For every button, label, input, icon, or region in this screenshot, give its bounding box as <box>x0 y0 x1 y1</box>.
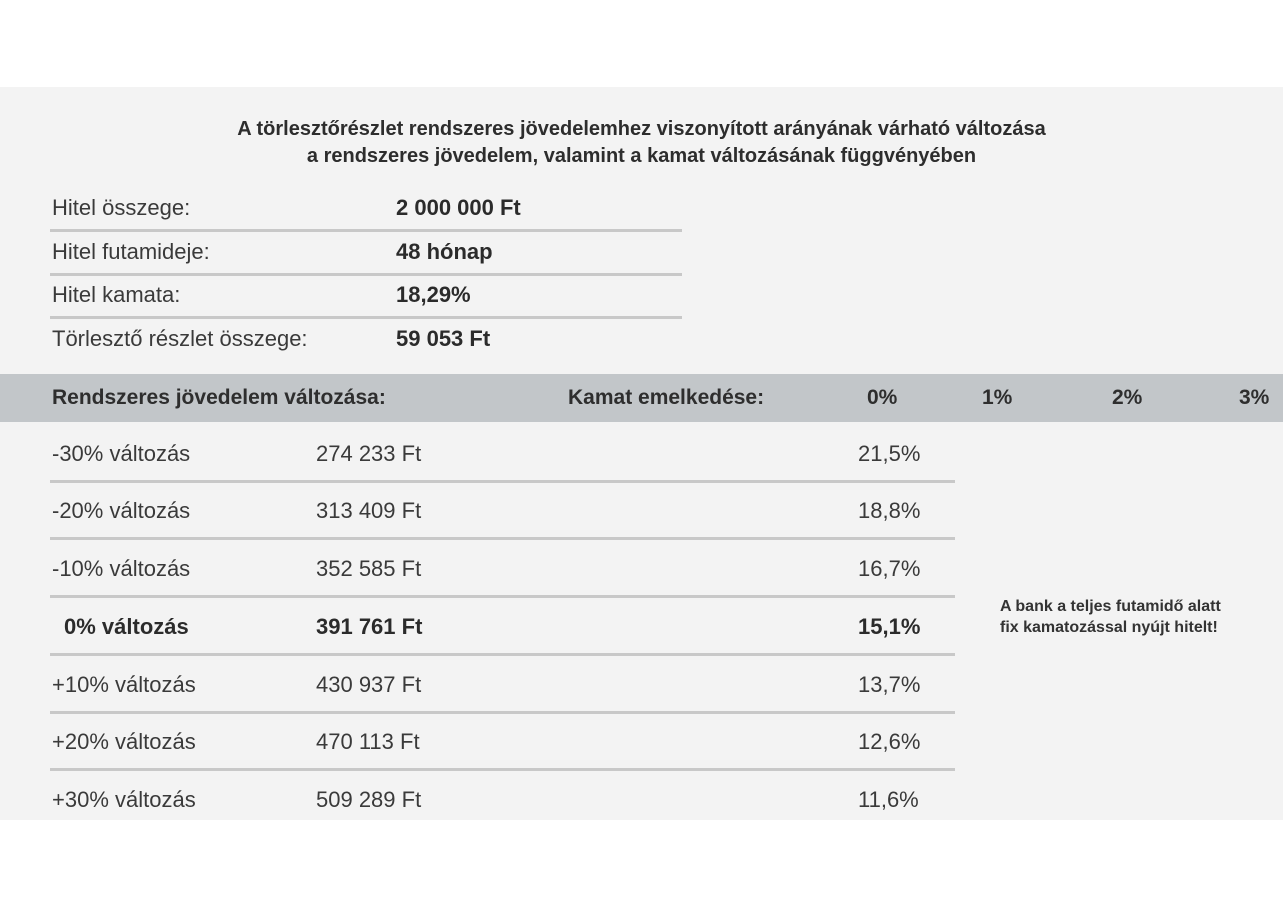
ratio-cell: 18,8% <box>858 498 921 523</box>
note-line-1: A bank a teljes futamidő alatt <box>1000 598 1221 615</box>
header-rate-0: 0% <box>867 386 898 409</box>
income-cell: 391 761 Ft <box>316 614 423 639</box>
header-rate-3: 3% <box>1239 386 1270 409</box>
income-change-cell: +30% változás <box>52 787 196 812</box>
header-income-change: Rendszeres jövedelem változása: <box>52 386 386 409</box>
income-cell: 470 113 Ft <box>316 729 420 754</box>
table-row <box>50 426 955 483</box>
info-label: Hitel futamideje: <box>52 239 210 264</box>
header-rate-1: 1% <box>982 386 1013 409</box>
info-label: Hitel kamata: <box>52 282 181 307</box>
note-line-2: fix kamatozással nyújt hitelt! <box>1000 619 1218 636</box>
ratio-cell: 15,1% <box>858 614 921 639</box>
income-cell: 274 233 Ft <box>316 441 422 466</box>
info-row-rate <box>50 275 682 319</box>
title-line-2: a rendszeres jövedelem, valamint a kamat változásának függvényében <box>306 145 977 167</box>
table-row <box>50 772 955 829</box>
income-change-cell: 0% változás <box>64 614 189 639</box>
income-change-cell: +10% változás <box>52 672 196 697</box>
ratio-cell: 16,7% <box>858 556 921 581</box>
info-value: 18,29% <box>396 282 471 307</box>
header-rate-increase: Kamat emelkedése: <box>568 386 765 409</box>
info-row-term <box>50 232 682 276</box>
income-change-cell: -30% változás <box>52 441 191 466</box>
fixed-rate-note <box>1000 596 1283 638</box>
income-cell: 313 409 Ft <box>316 498 422 523</box>
info-value: 48 hónap <box>396 239 493 264</box>
table-row <box>50 657 955 714</box>
header-rate-2: 2% <box>1112 386 1143 409</box>
table-row <box>50 483 955 540</box>
info-row-amount <box>50 188 682 232</box>
table-header <box>0 374 1283 422</box>
income-cell: 509 289 Ft <box>316 787 422 812</box>
page-title <box>0 116 1283 170</box>
info-row-installment <box>50 316 682 360</box>
ratio-cell: 11,6% <box>858 787 919 812</box>
table-row-baseline <box>50 599 955 656</box>
info-value: 2 000 000 Ft <box>396 195 521 220</box>
income-change-cell: +20% változás <box>52 729 196 754</box>
info-value: 59 053 Ft <box>396 326 491 351</box>
income-cell: 352 585 Ft <box>316 556 422 581</box>
table-row <box>50 541 955 598</box>
info-label: Hitel összege: <box>52 195 191 220</box>
ratio-cell: 13,7% <box>858 672 921 697</box>
income-change-cell: -20% változás <box>52 498 191 523</box>
table-row <box>50 714 955 771</box>
ratio-cell: 21,5% <box>858 441 921 466</box>
info-label: Törlesztő részlet összege: <box>52 326 308 351</box>
title-line-1: A törlesztőrészlet rendszeres jövedelemhez viszonyított arányának várható változása <box>237 118 1046 140</box>
income-change-cell: -10% változás <box>52 556 191 581</box>
income-cell: 430 937 Ft <box>316 672 422 697</box>
ratio-cell: 12,6% <box>858 729 921 754</box>
